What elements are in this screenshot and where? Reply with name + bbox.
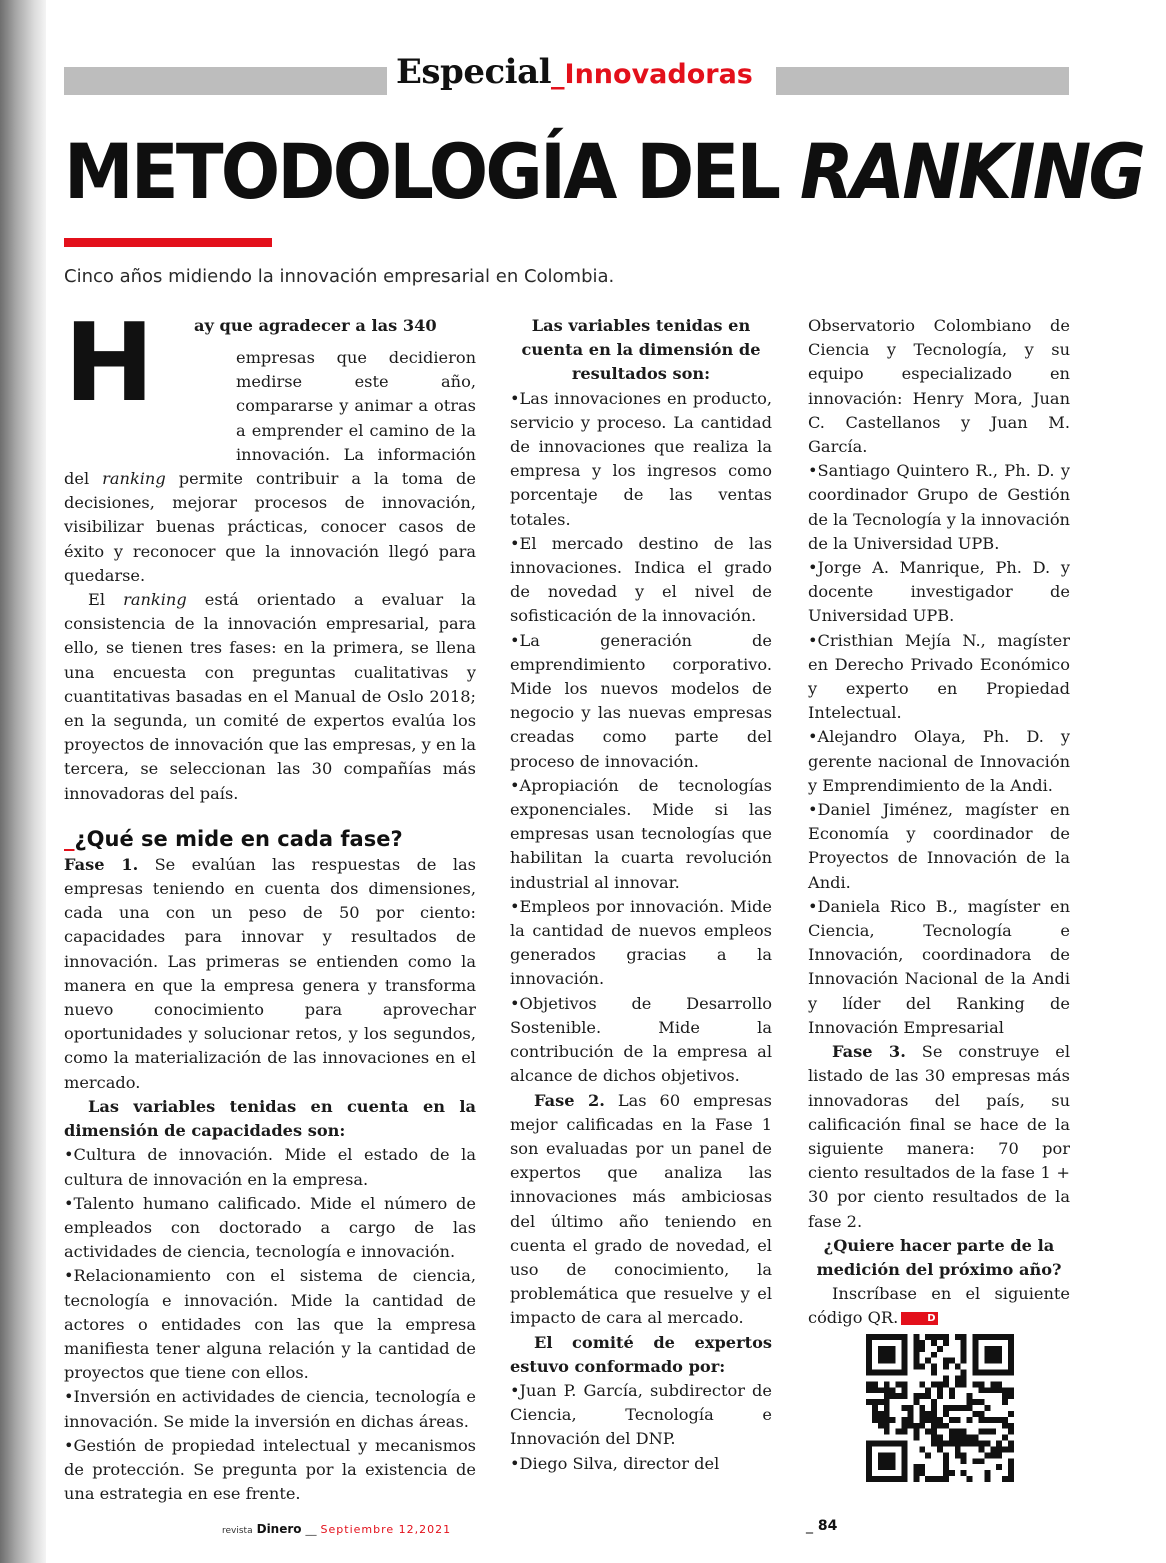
end-mark-icon: D bbox=[901, 1312, 937, 1325]
fase-3-paragraph: Fase 3. Se construye el listado de las 30 empresas más innovadoras del país, su calificación final se hace de la siguiente manera: 70 por ciento resultados de la fase 1 + 30 por ciento resultados de la fase 2. bbox=[808, 1042, 1070, 1231]
column-2 bbox=[510, 314, 772, 1476]
expert-item: •Daniel Jiménez, magíster en Economía y coordinador de Proyectos de Innovación de la Andi. bbox=[808, 800, 1070, 892]
title-main: METODOLOGÍA DEL bbox=[64, 127, 779, 216]
footer-publication bbox=[222, 1522, 451, 1536]
expert-item: •Diego Silva, director del bbox=[510, 1453, 720, 1473]
cta-heading: ¿Quiere hacer parte de la medición del próximo año? bbox=[816, 1235, 1062, 1279]
expert-item: •Santiago Quintero R., Ph. D. y coordinador Grupo de Gestión de la Tecnología y la innovación de la Universidad UPB. bbox=[808, 461, 1070, 553]
column-1 bbox=[64, 301, 476, 1506]
bullet-item: •Relacionamiento con el sistema de ciencia, tecnología e innovación. Mide la cantidad de actores o entidades con las que la empresa manifiesta tener alguna relación y la cantidad de proyectos que tiene con ellos. bbox=[64, 1266, 476, 1383]
footer-sep: __ bbox=[305, 1523, 317, 1536]
expert-item: •Jorge A. Manrique, Ph. D. y docente investigador de Universidad UPB. bbox=[808, 558, 1070, 626]
bullet-item: •Gestión de propiedad intelectual y mecanismos de protección. Se pregunta por la existencia de una estrategia en ese frente. bbox=[64, 1435, 476, 1504]
bullet-item: •Objetivos de Desarrollo Sostenible. Mide la contribución de la empresa al alcance de dichos objetivos. bbox=[510, 993, 772, 1086]
drop-cap: H bbox=[64, 301, 155, 426]
page-spine-shadow bbox=[0, 0, 46, 1563]
fase-2-paragraph: Fase 2. Las 60 empresas mejor calificadas en la Fase 1 son evaluadas por un panel de expertos que analiza las innovaciones más ambiciosas del último año teniendo en cuenta el grado de novedad, el uso de conocimiento, la problemática que resuelve y el impacto de cara al mercado. bbox=[510, 1090, 772, 1328]
header-band-right bbox=[776, 67, 1069, 95]
cta-text: Inscríbase en el siguiente código QR. D bbox=[808, 1284, 1070, 1328]
deck-subtitle: Cinco años midiendo la innovación empresarial en Colombia. bbox=[64, 266, 615, 287]
footer-revista: revista bbox=[222, 1526, 253, 1536]
expert-item: •Daniela Rico B., magíster en Ciencia, Tecnología e Innovación, coordinadora de Innovación Nacional de la Andi y líder del Ranking de Innovación Empresarial bbox=[808, 896, 1070, 1037]
resultados-heading: Las variables tenidas en cuenta en la dimensión de resultados son: bbox=[521, 316, 761, 384]
section-name: Especial bbox=[396, 52, 552, 92]
bullet-item: •Cultura de innovación. Mide el estado de la cultura de innovación en la empresa. bbox=[64, 1145, 476, 1189]
expert-item: •Alejandro Olaya, Ph. D. y gerente nacional de Innovación y Emprendimiento de la Andi. bbox=[808, 727, 1070, 795]
continuation-text: Observatorio Colombiano de Ciencia y Tecnología, y su equipo especializado en innovación: Henry Mora, Juan C. Castellanos y Juan M. García. bbox=[808, 316, 1070, 457]
qr-code-icon[interactable] bbox=[866, 1334, 1014, 1482]
lead-bold: ay que agradecer a las 340 bbox=[194, 316, 437, 335]
expert-item: •Cristhian Mejía N., magíster en Derecho Privado Económico y experto en Propiedad Intelectual. bbox=[808, 630, 1070, 723]
subsection-name: Innovadoras bbox=[564, 59, 753, 90]
section-label bbox=[396, 52, 766, 102]
lead-paragraph: empresas que decidieron medirse este año, compararse y animar a otras a emprender el camino de la innovación. La información del ranking permite contribuir a la toma de decisiones, mejorar procesos de innovación, visibilizar buenas prácticas, conocer casos de éxito y reconocer que la innovación llegó para quedarse. bbox=[64, 348, 476, 585]
bullet-item: •Las innovaciones en producto, servicio y proceso. La cantidad de innovaciones que realiza la empresa y los ingresos como porcentaje de las ventas totales. bbox=[510, 388, 772, 529]
fase-1-paragraph: Fase 1. Se evalúan las respuestas de las empresas teniendo en cuenta dos dimensiones, cada una con un peso de 50 por ciento: capacidades para innovar y resultados de innovación. Las primeras se entienden como la manera en que la empresa genera y transforma nuevo conocimiento para aprovechar oportunidades y solucionar retos, y los segundos, como la materialización de las innovaciones en el mercado. bbox=[64, 854, 476, 1092]
section-separator: _ bbox=[551, 59, 565, 90]
title-underline bbox=[64, 238, 272, 247]
bullet-item: •Talento humano calificado. Mide el número de empleados con doctorado a cargo de las actividades de ciencia, tecnología e innovación. bbox=[64, 1193, 476, 1262]
page-title bbox=[64, 127, 1144, 216]
bullet-item: •El mercado destino de las innovaciones. Indica el grado de novedad y el nivel de sofisticación de la innovación. bbox=[510, 533, 772, 626]
capacidades-heading: Las variables tenidas en cuenta en la dimensión de capacidades son: bbox=[64, 1096, 476, 1141]
bullet-item: •Empleos por innovación. Mide la cantidad de nuevos empleos generados gracias a la innovación. bbox=[510, 896, 772, 989]
footer-date: Septiembre 12,2021 bbox=[320, 1523, 452, 1536]
paragraph-2: El ranking está orientado a evaluar la consistencia de la innovación empresarial, para ello, se tienen tres fases: en la primera, se llena una encuesta con preguntas cualitativas y cuantitativas basadas en el Manual de Oslo 2018; en la segunda, un comité de expertos evalúa los proyectos de innovación que las empresas, y en la tercera, se seleccionan las 30 compañías más innovadoras del país. bbox=[64, 590, 476, 803]
bullet-item: •Apropiación de tecnologías exponenciales. Mide si las empresas usan tecnologías que habilitan la cuarta revolución industrial al innovar. bbox=[510, 775, 772, 892]
bullet-item: •Inversión en actividades de ciencia, tecnología e innovación. Se mide la inversión en dichas áreas. bbox=[64, 1387, 476, 1431]
committee-heading: El comité de expertos estuvo conformado por: bbox=[510, 1332, 772, 1376]
bullet-item: •La generación de emprendimiento corporativo. Mide los nuevos modelos de negocio y las nuevas empresas creadas como parte del proceso de innovación. bbox=[510, 630, 772, 771]
header-band-left bbox=[64, 67, 387, 95]
subheading-phases: _¿Qué se mide en cada fase? bbox=[64, 826, 403, 851]
title-italic: RANKING bbox=[799, 127, 1144, 216]
footer-brand: Dinero bbox=[256, 1522, 302, 1536]
page-number: _ 84 bbox=[806, 1518, 838, 1534]
expert-item: •Juan P. García, subdirector de Ciencia, Tecnología e Innovación del DNP. bbox=[510, 1380, 772, 1449]
column-3 bbox=[808, 314, 1070, 1331]
